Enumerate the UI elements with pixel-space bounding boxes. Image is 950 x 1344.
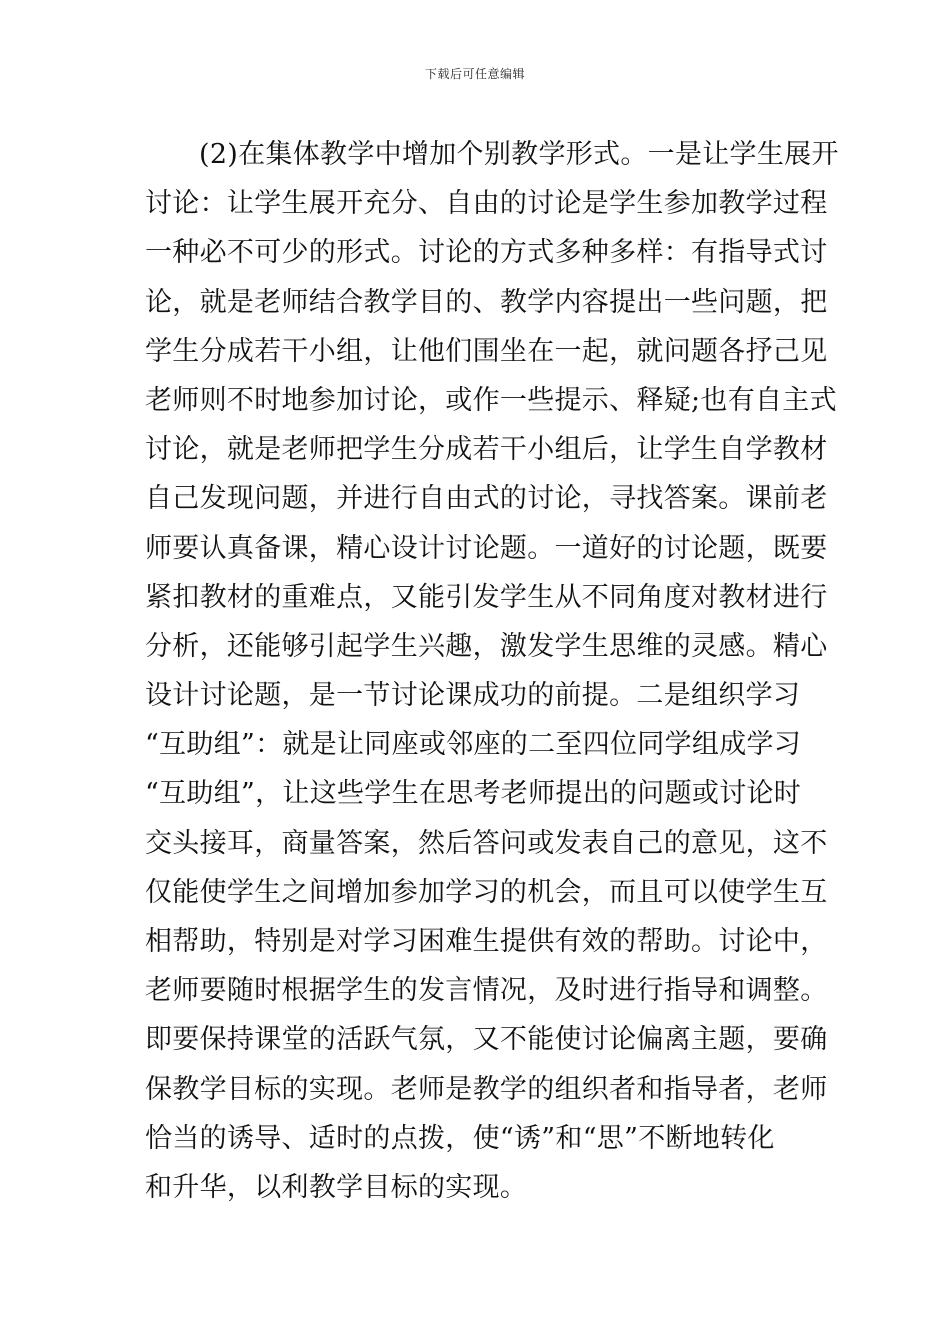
- page-header-note: 下载后可任意编辑: [424, 67, 525, 81]
- paragraph-line: 一种必不可少的形式。讨论的方式多种多样：有指导式讨: [145, 237, 828, 269]
- paragraph-line: 设计讨论题，是一节讨论课成功的前提。二是组织学习: [145, 680, 801, 712]
- paragraph-line: 分析，还能够引起学生兴趣，激发学生思维的灵感。精心: [145, 630, 828, 662]
- paragraph-line: 即要保持课堂的活跃气氛，又不能使讨论偏离主题，要确: [145, 1024, 828, 1056]
- paragraph-line: 自己发现问题，并进行自由式的讨论，寻找答案。课前老: [145, 483, 828, 515]
- paragraph-line: 紧扣教材的重难点，又能引发学生从不同角度对教材进行: [145, 581, 828, 613]
- paragraph-line: 论，就是老师结合教学目的、教学内容提出一些问题，把: [145, 286, 828, 318]
- paragraph-line: 老师要随时根据学生的发言情况，及时进行指导和调整。: [145, 975, 828, 1007]
- paragraph-line: 相帮助，特别是对学习困难生提供有效的帮助。讨论中，: [145, 926, 828, 957]
- paragraph-line: 师要认真备课，精心设计讨论题。一道好的讨论题，既要: [145, 532, 828, 564]
- paragraph-line: 和升华，以利教学目标的实现。: [145, 1171, 528, 1203]
- paragraph-line: 老师则不时地参加讨论，或作一些提示、释疑;也有自主式: [145, 384, 837, 416]
- paragraph-line: 讨论：让学生展开充分、自由的讨论是学生参加教学过程: [145, 188, 828, 220]
- paragraph-line: 学生分成若干小组，让他们围坐在一起，就问题各抒己见: [145, 335, 828, 367]
- paragraph-line: 交头接耳，商量答案，然后答问或发表自己的意见，这不: [145, 827, 828, 859]
- paragraph-line: 讨论，就是老师把学生分成若干小组后，让学生自学教材: [145, 434, 828, 466]
- paragraph-line: 保教学目标的实现。老师是教学的组织者和指导者，老师: [145, 1073, 828, 1105]
- document-paragraph: [145, 130, 839, 1212]
- paragraph-line: “互助组”：就是让同座或邻座的二至四位同学组成学习: [145, 729, 802, 761]
- paragraph-line: 恰当的诱导、适时的点拨，使“诱”和“思”不断地转化: [145, 1122, 775, 1154]
- paragraph-line: “互助组”，让这些学生在思考老师提出的问题或讨论时: [145, 778, 802, 810]
- paragraph-line: (2)在集体教学中增加个别教学形式。一是让学生展开: [199, 139, 839, 170]
- paragraph-line: 仅能使学生之间增加参加学习的机会，而且可以使学生互: [145, 876, 828, 908]
